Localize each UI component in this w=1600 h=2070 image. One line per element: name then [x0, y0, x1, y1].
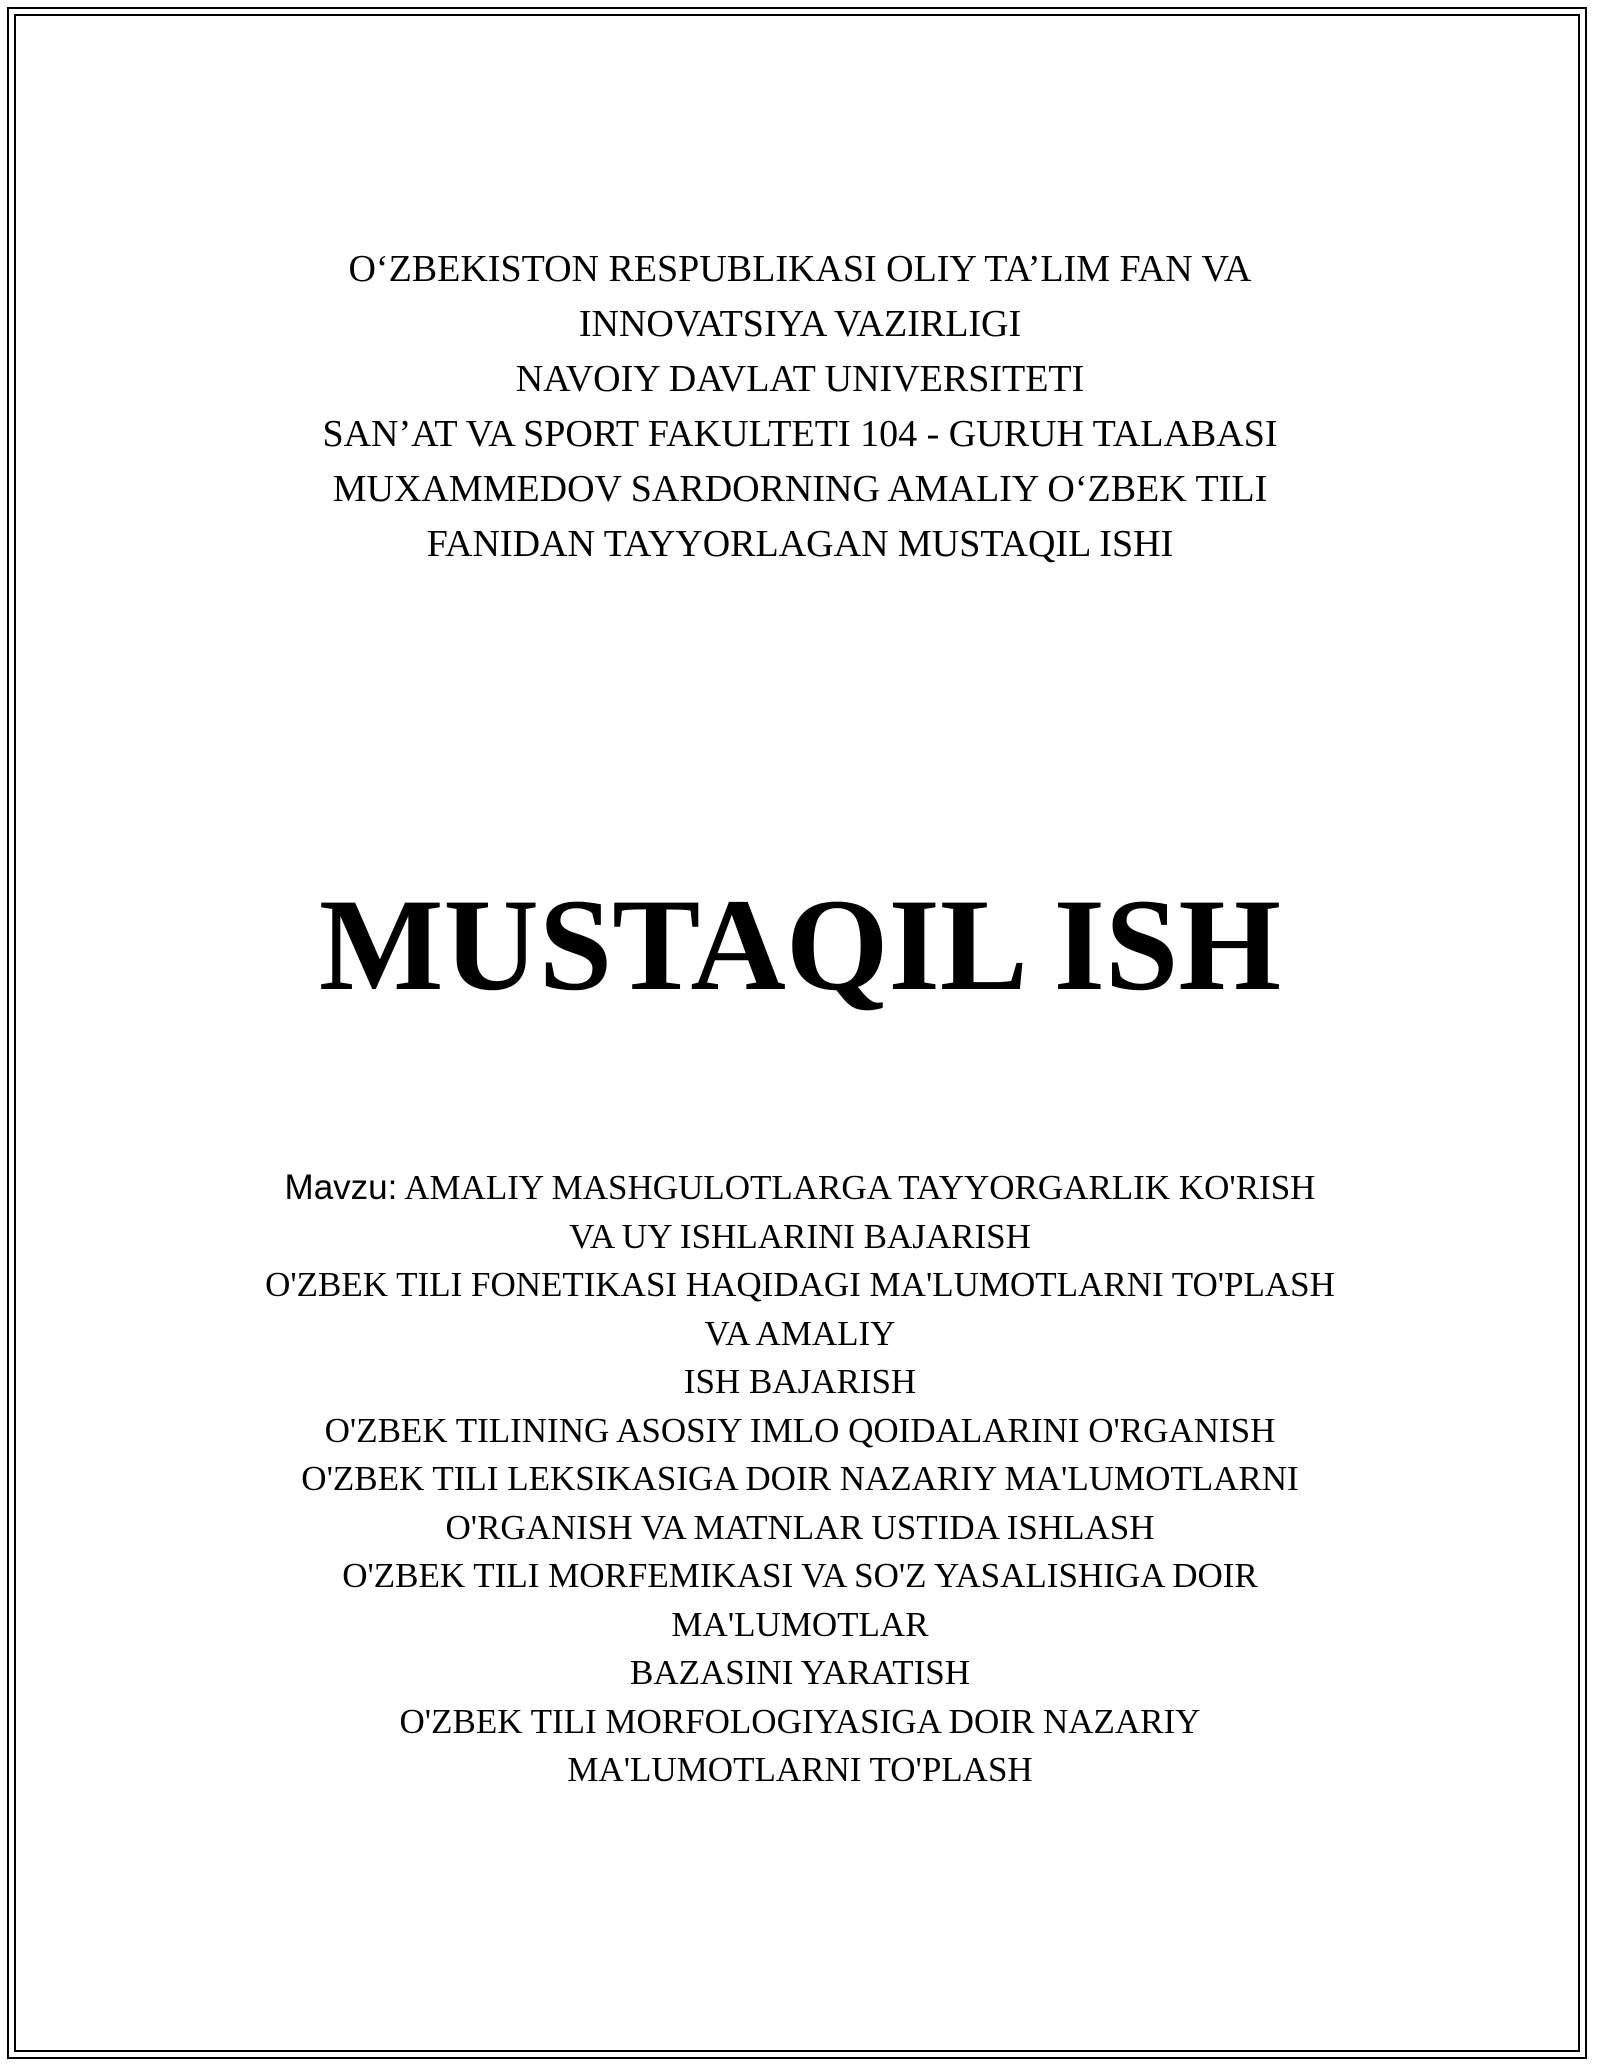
topic-line: AMALIY MASHGULOTLARGA TAYYORGARLIK KO'RISH [404, 1168, 1316, 1207]
header-line: INNOVATSIYA VAZIRLIGI [578, 303, 1022, 345]
topic-line: BAZASINI YARATISH [630, 1653, 970, 1692]
topic-block [0, 1164, 1600, 1795]
topic-line: VA UY ISHLARINI BAJARISH [569, 1216, 1031, 1256]
topic-line: MA'LUMOTLAR [671, 1604, 929, 1644]
topic-label: Mavzu: [284, 1168, 398, 1207]
topic-line: O'ZBEK TILI LEKSIKASIGA DOIR NAZARIY MA'LUMOTLARNI [301, 1459, 1299, 1498]
topic-line: O'ZBEK TILI MORFOLOGIYASIGA DOIR NAZARIY [399, 1701, 1201, 1741]
header-line: SAN’AT VA SPORT FAKULTETI 104 - GURUH TALABASI [322, 413, 1278, 455]
header-line: MUXAMMEDOV SARDORNING AMALIY O‘ZBEK TILI [332, 468, 1268, 510]
topic-line: VA AMALIY [704, 1313, 896, 1353]
header-line: NAVOIY DAVLAT UNIVERSITETI [515, 358, 1085, 400]
topic-first-line [0, 1164, 1600, 1213]
topic-line: O'RGANISH VA MATNLAR USTIDA ISHLASH [445, 1507, 1155, 1547]
topic-line: MA'LUMOTLARNI TO'PLASH [567, 1750, 1033, 1789]
header-line: O‘ZBEKISTON RESPUBLIKASI OLIY TA’LIM FAN VA [348, 248, 1252, 290]
header-block [0, 242, 1600, 572]
topic-line: O'ZBEK TILI MORFEMIKASI VA SO'Z YASALISHIGA DOIR [342, 1556, 1258, 1595]
header-line: FANIDAN TAYYORLAGAN MUSTAQIL ISHI [426, 523, 1174, 565]
topic-line: O'ZBEK TILINING ASOSIY IMLO QOIDALARINI O'RGANISH [324, 1410, 1276, 1450]
topic-line: O'ZBEK TILI FONETIKASI HAQIDAGI MA'LUMOTLARNI TO'PLASH [265, 1265, 1335, 1304]
topic-line: ISH BAJARISH [683, 1362, 917, 1401]
document-title: MUSTAQIL ISH [318, 871, 1282, 1018]
